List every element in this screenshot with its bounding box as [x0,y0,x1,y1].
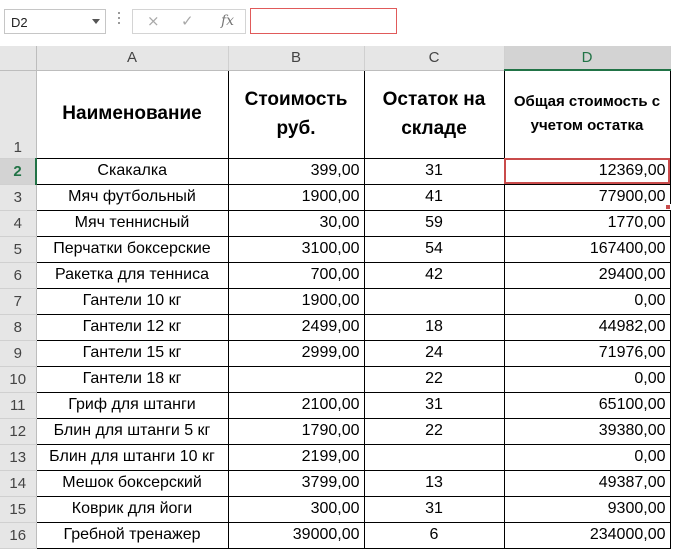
table-row [0,262,670,288]
cell-price[interactable]: 30,00 [228,210,364,236]
cell-total[interactable]: 39380,00 [504,418,670,444]
cell-total[interactable]: 9300,00 [504,496,670,522]
row-header[interactable]: 5 [0,236,36,262]
cell-price[interactable]: 2999,00 [228,340,364,366]
cell-stock[interactable]: 41 [364,184,504,210]
cell-stock[interactable]: 54 [364,236,504,262]
column-header-d[interactable]: D [504,46,670,70]
cell-name[interactable]: Блин для штанги 5 кг [36,418,228,444]
cell-total[interactable]: 0,00 [504,366,670,392]
cell-name[interactable]: Гантели 10 кг [36,288,228,314]
chevron-down-icon[interactable] [92,19,100,24]
cell-price[interactable]: 2499,00 [228,314,364,340]
formula-bar [0,0,688,46]
cell-stock[interactable]: 22 [364,418,504,444]
row-header[interactable]: 9 [0,340,36,366]
cell-name[interactable]: Гантели 15 кг [36,340,228,366]
cell-name[interactable]: Мешок боксерский [36,470,228,496]
table-row [0,184,670,210]
cell-d1[interactable]: Общая стоимость с учетом остатка [504,70,670,158]
selected-cell[interactable]: 12369,00 [504,158,670,184]
table-row [0,496,670,522]
row-header[interactable]: 8 [0,314,36,340]
cell-name[interactable]: Гребной тренажер [36,522,228,548]
cell-price[interactable]: 399,00 [228,158,364,184]
row-header[interactable]: 6 [0,262,36,288]
cell-stock[interactable]: 18 [364,314,504,340]
drag-handle-icon[interactable] [118,12,121,30]
cell-total[interactable]: 29400,00 [504,262,670,288]
cell-total[interactable]: 0,00 [504,444,670,470]
cell-total[interactable]: 65100,00 [504,392,670,418]
row-header[interactable]: 10 [0,366,36,392]
cell-stock[interactable]: 59 [364,210,504,236]
cell-stock[interactable] [364,444,504,470]
cell-price[interactable]: 39000,00 [228,522,364,548]
table-row [0,392,670,418]
formula-buttons [132,9,246,34]
table-row [0,314,670,340]
cell-stock[interactable]: 13 [364,470,504,496]
cell-stock[interactable]: 6 [364,522,504,548]
cell-total[interactable]: 77900,00 [504,184,670,210]
cell-name[interactable]: Гантели 12 кг [36,314,228,340]
row-header[interactable]: 16 [0,522,36,548]
cell-price[interactable]: 2100,00 [228,392,364,418]
row-header[interactable]: 13 [0,444,36,470]
row-header[interactable]: 15 [0,496,36,522]
cell-stock[interactable]: 24 [364,340,504,366]
cell-price[interactable]: 1900,00 [228,184,364,210]
cell-b1[interactable]: Стоимость руб. [228,70,364,158]
insert-function-button[interactable]: fx [221,13,235,29]
table-row [0,522,670,548]
enter-icon[interactable]: ✓ [181,12,194,30]
table-row [0,444,670,470]
cell-stock[interactable]: 31 [364,496,504,522]
cell-c1[interactable]: Остаток на складе [364,70,504,158]
row-header[interactable]: 1 [0,70,36,158]
cell-stock[interactable] [364,288,504,314]
cell-total[interactable]: 234000,00 [504,522,670,548]
row-header[interactable]: 3 [0,184,36,210]
cell-total[interactable]: 49387,00 [504,470,670,496]
cell-name[interactable]: Мяч теннисный [36,210,228,236]
name-box[interactable] [4,9,106,34]
formula-input[interactable] [250,8,397,34]
cell-total[interactable]: 1770,00 [504,210,670,236]
fill-handle[interactable] [665,204,671,210]
cell-name[interactable]: Гриф для штанги [36,392,228,418]
cell-name[interactable]: Блин для штанги 10 кг [36,444,228,470]
cell-name[interactable]: Гантели 18 кг [36,366,228,392]
cell-total[interactable]: 71976,00 [504,340,670,366]
table-row [0,288,670,314]
cell-stock[interactable]: 31 [364,392,504,418]
cell-price[interactable]: 1900,00 [228,288,364,314]
name-box-value: D2 [11,15,28,30]
column-header-b[interactable]: B [228,46,364,70]
row-header[interactable]: 7 [0,288,36,314]
cell-stock[interactable]: 31 [364,158,504,184]
cell-price[interactable] [228,366,364,392]
cell-total[interactable]: 44982,00 [504,314,670,340]
cell-name[interactable]: Перчатки боксерские [36,236,228,262]
cell-price[interactable]: 300,00 [228,496,364,522]
table-row [0,366,670,392]
row-header[interactable]: 4 [0,210,36,236]
select-all-corner[interactable] [0,46,36,70]
cell-stock[interactable]: 42 [364,262,504,288]
row-header[interactable]: 12 [0,418,36,444]
spreadsheet-grid [0,46,688,544]
cell-name[interactable]: Мяч футбольный [36,184,228,210]
row-header[interactable]: 2 [0,158,36,184]
cell-name[interactable]: Скакалка [36,158,228,184]
table-row [0,418,670,444]
table-row [0,158,670,184]
cell-price[interactable]: 3799,00 [228,470,364,496]
cell-a1[interactable]: Наименование [36,70,228,158]
row-header[interactable]: 14 [0,470,36,496]
row-header[interactable]: 11 [0,392,36,418]
cell-total[interactable]: 0,00 [504,288,670,314]
column-header-a[interactable]: A [36,46,228,70]
cell-name[interactable]: Коврик для йоги [36,496,228,522]
cell-stock[interactable]: 22 [364,366,504,392]
cancel-icon[interactable]: × [147,12,160,30]
cell-name[interactable]: Ракетка для тенниса [36,262,228,288]
cell-price[interactable]: 2199,00 [228,444,364,470]
column-header-c[interactable]: C [364,46,504,70]
sheet-table [0,46,671,549]
table-row [0,470,670,496]
table-row [0,340,670,366]
cell-price[interactable]: 3100,00 [228,236,364,262]
cell-total[interactable]: 167400,00 [504,236,670,262]
cell-price[interactable]: 1790,00 [228,418,364,444]
table-row [0,236,670,262]
table-row [0,210,670,236]
cell-price[interactable]: 700,00 [228,262,364,288]
